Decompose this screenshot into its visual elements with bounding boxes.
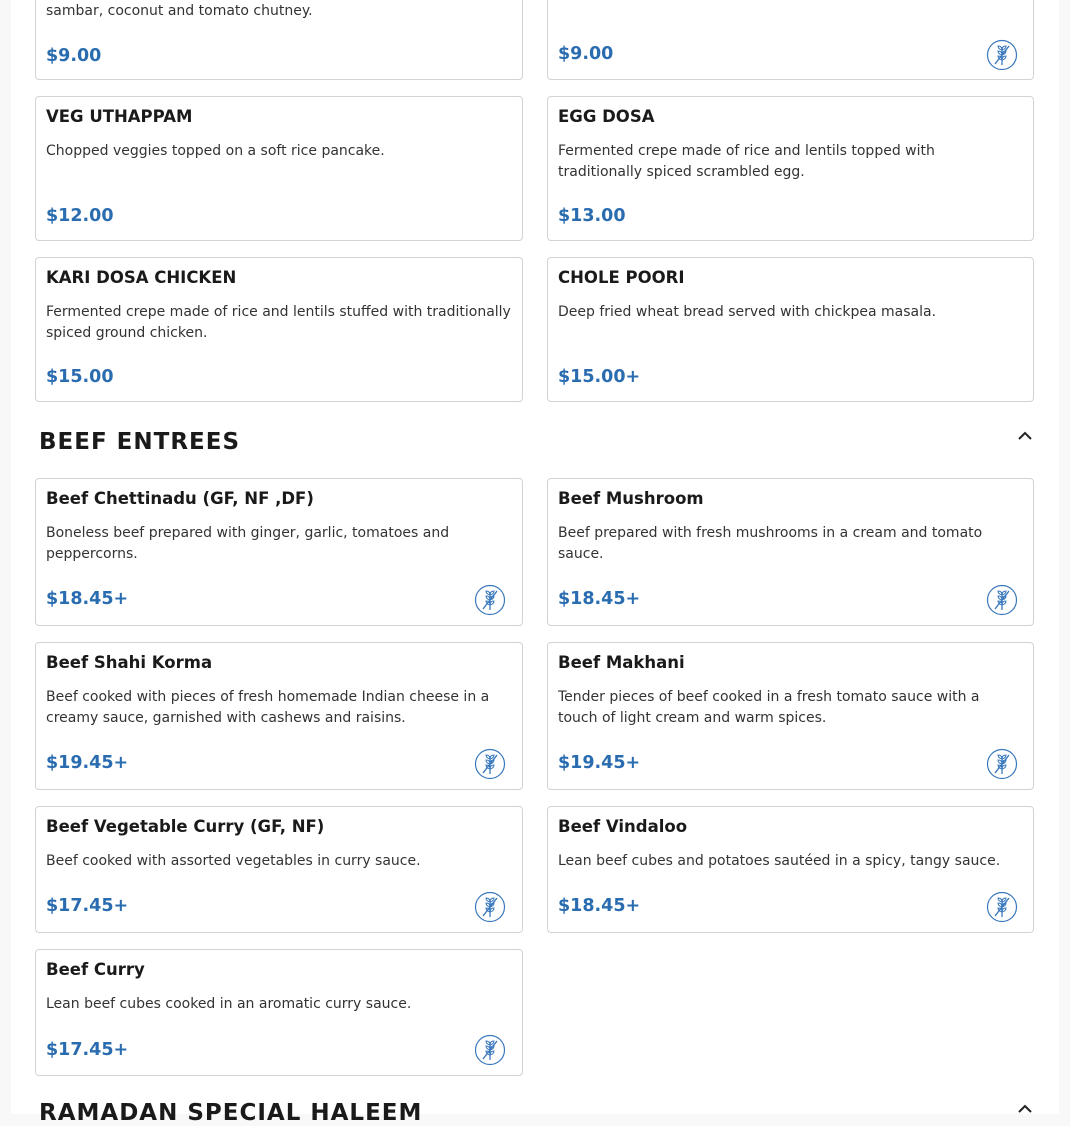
menu-item-card[interactable]: [547, 257, 1034, 402]
menu-item-card[interactable]: [547, 642, 1034, 790]
menu-item-card[interactable]: [35, 257, 523, 402]
menu-item-card[interactable]: [547, 478, 1034, 626]
item-name: EGG DOSA: [558, 107, 655, 126]
item-name: Beef Shahi Korma: [46, 653, 213, 672]
item-description: Beef cooked with assorted vegetables in curry sauce.: [46, 853, 421, 869]
item-price: $9.00: [558, 44, 614, 64]
item-price: $15.00: [46, 367, 114, 387]
item-name: Beef Vegetable Curry (GF, NF): [46, 817, 325, 836]
item-name: KARI DOSA CHICKEN: [46, 268, 237, 287]
menu-item-card[interactable]: [35, 949, 523, 1076]
item-price: $9.00: [46, 46, 102, 66]
item-price: $12.00: [46, 206, 114, 226]
menu-item-card[interactable]: [35, 806, 523, 933]
gluten-free-icon: [986, 584, 1018, 616]
item-description: sambar, coconut and tomato chutney.: [46, 3, 313, 19]
gluten-free-icon: [986, 39, 1018, 71]
item-price: $18.45+: [558, 589, 641, 609]
item-name: VEG UTHAPPAM: [46, 107, 193, 126]
chevron-up-icon[interactable]: [1015, 426, 1035, 446]
item-name: Beef Vindaloo: [558, 817, 688, 836]
item-price: $15.00+: [558, 367, 641, 387]
item-price: $18.45+: [46, 589, 129, 609]
item-name: Beef Makhani: [558, 653, 685, 672]
menu-item-card[interactable]: [35, 478, 523, 626]
gluten-free-icon: [986, 891, 1018, 923]
item-name: Beef Chettinadu (GF, NF ,DF): [46, 489, 314, 508]
item-price: $18.45+: [558, 896, 641, 916]
item-name: CHOLE POORI: [558, 268, 685, 287]
gluten-free-icon: [986, 748, 1018, 780]
chevron-up-icon[interactable]: [1015, 1099, 1035, 1119]
item-description: Tender pieces of beef cooked in a fresh tomato sauce with a touch of light cream and warm spices.: [558, 689, 980, 726]
item-description: Lean beef cubes cooked in an aromatic curry sauce.: [46, 996, 412, 1012]
item-price: $17.45+: [46, 896, 129, 916]
gluten-free-icon: [474, 1034, 506, 1066]
menu-item-card[interactable]: [35, 642, 523, 790]
section-title-ramadan-special-haleem: RAMADAN SPECIAL HALEEM: [39, 1100, 423, 1126]
section-title-beef-entrees: BEEF ENTREES: [39, 429, 241, 455]
item-description: Beef prepared with fresh mushrooms in a cream and tomato sauce.: [558, 525, 983, 562]
gluten-free-icon: [474, 891, 506, 923]
item-description: Chopped veggies topped on a soft rice pancake.: [46, 143, 385, 159]
item-description: Boneless beef prepared with ginger, garlic, tomatoes and peppercorns.: [46, 525, 450, 562]
menu-page: [11, 0, 1059, 1126]
gluten-free-icon: [474, 748, 506, 780]
item-price: $19.45+: [46, 753, 129, 773]
menu-item-card[interactable]: [35, 96, 523, 241]
item-description: Fermented crepe made of rice and lentils stuffed with traditionally spiced ground chicken.: [46, 304, 511, 341]
menu-item-card[interactable]: [547, 0, 1034, 80]
item-price: $17.45+: [46, 1040, 129, 1060]
menu-item-card[interactable]: [547, 806, 1034, 933]
item-description: Beef cooked with pieces of fresh homemade Indian cheese in a creamy sauce, garnished with cashews and raisins.: [46, 689, 490, 726]
item-name: Beef Curry: [46, 960, 145, 979]
item-price: $19.45+: [558, 753, 641, 773]
item-price: $13.00: [558, 206, 626, 226]
item-description: Fermented crepe made of rice and lentils topped with traditionally spiced scrambled egg.: [558, 143, 935, 180]
menu-item-card[interactable]: [547, 96, 1034, 241]
item-name: Beef Mushroom: [558, 489, 704, 508]
item-description: Lean beef cubes and potatoes sautéed in a spicy, tangy sauce.: [558, 853, 1001, 869]
menu-item-card[interactable]: [35, 0, 523, 80]
gluten-free-icon: [474, 584, 506, 616]
item-description: Deep fried wheat bread served with chickpea masala.: [558, 304, 937, 320]
